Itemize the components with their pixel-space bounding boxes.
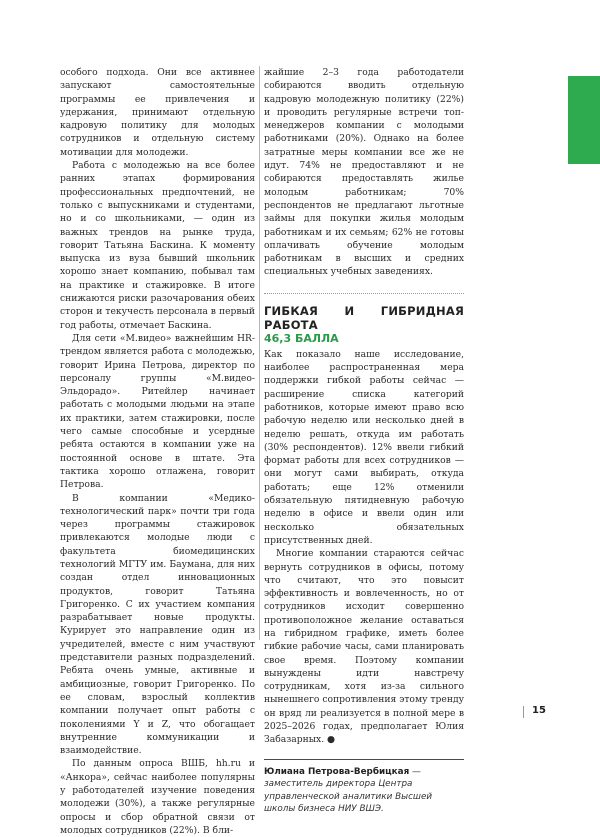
author-bio: [264, 766, 464, 816]
body-paragraph: Многие компании стараются сейчас вернуть сотрудников в офисы, потому что считают, что это повысит эффективность и вовлеченность, но от сотрудников исходит совершенно противоположное желание оставаться на гибридном графике, иметь более гибкие рабочие часы, сами планировать свое время. Поэтому компании вынуждены идти навстречу сотрудникам, хотя из-за сильного нынешнего сопротивления этому тренду он вряд ли реализуется в полной мере в 2025–2026 годах, предполагает Юлия Забазарных. ●: [264, 548, 465, 746]
section-heading: ГИБКАЯ И ГИБРИДНАЯ РАБОТА: [264, 303, 464, 332]
body-paragraph: особого подхода. Они все активнее запускают самостоятельные программы ее привлечения и удержания, принимают отдельную кадровую политику для молодых сотрудников и отдельную систему мотивации для молодежи.: [60, 67, 255, 158]
body-paragraph: По данным опроса ВШБ, hh.ru и «Анкора», сейчас наиболее популярны у работодателей изучение поведения молодежи (30%), а также регулярные опросы и сбор обратной связи от молодых сотрудников (22%). В бли-: [60, 758, 255, 836]
section-score: 46,3 БАЛЛА: [264, 331, 339, 345]
author-separator: [264, 759, 464, 760]
body-paragraph: Как показало наше исследование, наиболее распространенная мера поддержки гибкой работы сейчас — расширение списка категорий работников, которые имеют право всю рабочую неделю или несколько дней в неделю решать, откуда им работать (30% респондентов). 12% ввели гибкий формат работы для всех сотрудников — они могут сами выбирать, откуда работать; еще 12% отменили обязательную пятидневную рабочую неделю в офисе и ввели один или несколько обязательных присутственных дней.: [264, 348, 464, 546]
author-role: — заместитель директора Центра управленческой аналитики Высшей школы бизнеса НИУ ВШЭ.: [264, 766, 433, 815]
body-paragraph: жайшие 2–3 года работодатели собираются вводить отдельную кадровую молодежную политику (22%) и проводить регулярные встречи топ-менеджеров компании с молодыми работниками (20%). Однако на более затратные меры компании все же не идут. 74% не предоставляют и не собираются предоставлять жилье молодым работникам; 70% респондентов не предлагают льготные займы для покупки жилья молодым работникам и их семьям; 62% не готовы оплачивать обучение молодым работникам в высших и средних специальных учебных заведениях.: [264, 67, 464, 278]
page-number-divider: [523, 706, 524, 718]
author-name: Юлиана Петрова-Вербицкая: [264, 766, 410, 777]
section-color-tab: [568, 76, 600, 164]
body-paragraph: Для сети «М.видео» важнейшим HR-трендом является работа с молодежью, говорит Ирина Петрова, директор по персоналу группы «М.видео-Эльдорадо». Ритейлер начинает работать с молодыми людьми на этапе их практики, затем стажировки, после чего самые способные и усердные ребята остаются в компании уже на постоянной основе в штате. Эта тактика хорошо отлажена, говорит Петрова.: [60, 332, 255, 491]
right-text-column: [264, 66, 464, 816]
section-separator: [264, 293, 464, 294]
left-text-column: [60, 66, 255, 837]
body-paragraph: В компании «Медико-технологический парк» почти три года через программы стажировок привлекаются молодые люди с факультета биомедицинских технологий МГТУ им. Баумана, для них создан отдел инновационных продуктов, говорит Татьяна Григоренко. С их участием компания разрабатывает новые продукты. Курирует это направление один из учредителей, вместе с ним участвуют представители разных подразделений. Ребята очень умные, активные и амбициозные, говорит Григоренко. По ее словам, взрослый коллектив компании получает опыт работы с поколениями Y и Z, что обогащает внутренние коммуникации и взаимодействие.: [60, 492, 255, 757]
body-paragraph: Работа с молодежью на все более ранних этапах формирования профессиональных предпочтений, не только с выпускниками и студентами, но и со школьниками, — один из важных трендов на рынке труда, говорит Татьяна Баскина. К моменту выпуска из вуза бывший школьник хорошо знает компанию, побывал там на практике и стажировке. В итоге снижаются риски разочарования обеих сторон и текучесть персонала в первый год работы, отмечает Баскина.: [60, 160, 255, 331]
page-number: 15: [532, 705, 546, 716]
column-divider: [259, 66, 260, 640]
